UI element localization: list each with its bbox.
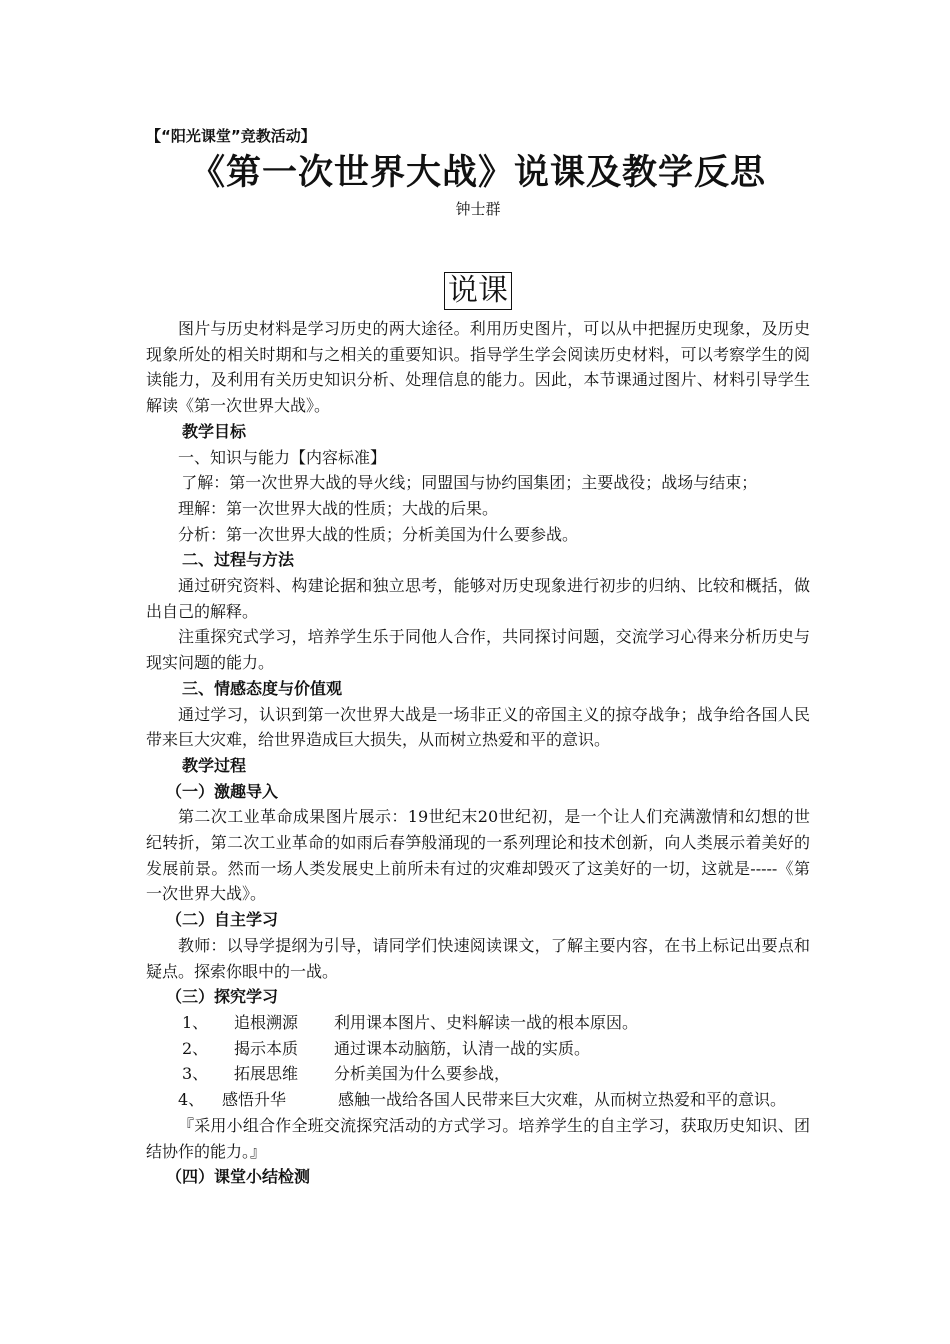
step-number: 3、 (182, 1064, 209, 1084)
part2-heading: （二）自主学习 (166, 910, 279, 930)
section-title-wrap (146, 272, 810, 316)
step-text: 分析美国为什么要参战， (334, 1064, 511, 1084)
document-content (146, 126, 810, 1190)
step-number: 1、 (182, 1012, 209, 1032)
step-item (146, 1036, 810, 1062)
teaching-process-heading: 教学过程 (182, 755, 247, 775)
author-name: 钟士群 (455, 200, 501, 218)
activity-tag: 【“阳光课堂”竞教活动】 (146, 127, 316, 145)
part1-paragraph: 第二次工业革命成果图片展示：19世纪末20世纪初，是一个让人们充满激情和幻想的世纪转折，第二次工业革命的如雨后春笋般涌现的一系列理论和技术创新，向人类展示着美好的发展前景。然而一场人类发展史上前所未有过的灾难却毁灭了这美好的一切，这就是-----《第一次世界大战》。 (146, 807, 810, 904)
step-item (146, 1010, 810, 1036)
goal-understand-1: 了解：第一次世界大战的导火线；同盟国与协约国集团；主要战役；战场与结束； (181, 473, 758, 493)
step-name: 揭示本质 (234, 1038, 299, 1058)
step-number: 2、 (182, 1038, 209, 1058)
part2-paragraph: 教师：以导学提纲为引导，请同学们快速阅读课文，了解主要内容，在书上标记出要点和疑点。探索你眼中的一战。 (146, 935, 810, 981)
intro-paragraph: 图片与历史材料是学习历史的两大途径。利用历史图片，可以从中把握历史现象，及历史现象所处的相关时期和与之相关的重要知识。指导学生学会阅读历史材料，可以考察学生的阅读能力，及利用有关历史知识分析、处理信息的能力。因此，本节课通过图片、材料引导学生解读《第一次世界大战》。 (146, 319, 810, 416)
step-text: 通过课本动脑筋，认清一战的实质。 (334, 1038, 591, 1058)
emotion-heading: 三、情感态度与价值观 (182, 678, 343, 698)
step-name: 追根溯源 (234, 1012, 299, 1032)
step-text: 利用课本图片、史料解读一战的根本原因。 (334, 1012, 639, 1032)
process-method-2: 注重探究式学习，培养学生乐于同他人合作，共同探讨问题，交流学习心得来分析历史与现实问题的能力。 (146, 627, 810, 673)
step-item (146, 1061, 810, 1087)
process-method-heading: 二、过程与方法 (182, 550, 295, 570)
part1-heading: （一）激趣导入 (166, 781, 279, 801)
step-text: 感触一战给各国人民带来巨大灾难，从而树立热爱和平的意识。 (338, 1090, 787, 1110)
step-name: 感悟升华 (222, 1090, 287, 1110)
goal-analyze: 分析：第一次世界大战的性质；分析美国为什么要参战。 (178, 524, 579, 544)
section-title: 说课 (444, 272, 512, 310)
part4-heading: （四）课堂小结检测 (166, 1167, 311, 1187)
step-item (146, 1087, 810, 1113)
part3-note: 『采用小组合作全班交流探究活动的方式学习。培养学生的自主学习，获取历史知识、团结协作的能力。』 (146, 1115, 810, 1161)
goals-heading: 教学目标 (182, 421, 247, 441)
goal-understand-2: 理解：第一次世界大战的性质；大战的后果。 (178, 498, 499, 518)
part3-heading: （三）探究学习 (166, 987, 279, 1007)
knowledge-heading: 一、知识与能力【内容标准】 (178, 447, 387, 467)
step-name: 拓展思维 (234, 1064, 299, 1084)
process-method-1: 通过研究资料、构建论据和独立思考，能够对历史现象进行初步的归纳、比较和概括，做出自己的解释。 (146, 576, 810, 621)
step-number: 4、 (178, 1090, 205, 1110)
emotion-paragraph: 通过学习，认识到第一次世界大战是一场非正义的帝国主义的掠夺战争；战争给各国人民带来巨大灾难，给世界造成巨大损失，从而树立热爱和平的意识。 (146, 704, 810, 750)
document-title: 《第一次世界大战》说课及教学反思 (189, 153, 766, 193)
